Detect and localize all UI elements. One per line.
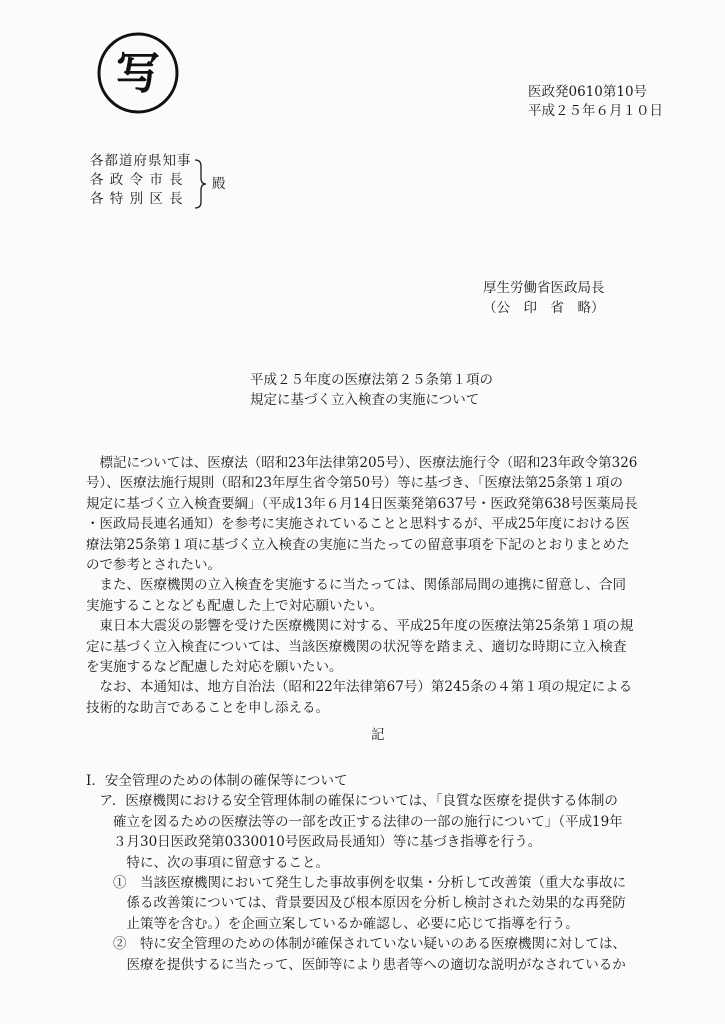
body-line: ので参考とされたい。 <box>86 557 221 574</box>
addressee-line: 各 特 別 区 長 <box>90 191 184 207</box>
document-number: 医政発0610第10号 <box>528 84 648 100</box>
body-line: 号）、医療法施行規則（昭和23年厚生省令第50号）等に基づき、「医療法第25条第１項の <box>86 475 623 492</box>
section-line: 止策等を含む。）を企画立案しているか確認し、必要に応じて指導を行う。 <box>86 915 579 932</box>
addressee-line: 各都道府県知事 <box>90 153 192 169</box>
sender-block <box>483 278 605 318</box>
body-line: なお、本通知は、地方自治法（昭和22年法律第67号）第245条の４第１項の規定による <box>86 679 633 696</box>
section-heading: Ⅰ．安全管理のための体制の確保等について <box>86 773 348 789</box>
body-line: 定に基づく立入検査については、当該医療機関の状況等を踏まえ、適切な時期に立入検査 <box>86 638 627 655</box>
body-line: また、医療機関の立入検査を実施するに当たっては、関係部局間の連携に留意し、合同 <box>86 577 626 594</box>
right-brace-icon <box>193 158 207 210</box>
section-line: ① 当該医療機関において発生した事故事例を収集・分析して改善策（重大な事故に <box>86 875 626 892</box>
document-date: 平成２５年６月１０日 <box>528 103 663 119</box>
body-line: 療法第25条第１項に基づく立入検査の実施に当たっての留意事項を下記のとおりまとめた <box>86 536 630 553</box>
section-one <box>86 771 626 975</box>
section-line: ア．医療機関における安全管理体制の確保については、「良質な医療を提供する体制の <box>86 793 618 810</box>
addressee-list <box>90 152 192 209</box>
stamp-character: 写 <box>116 48 160 99</box>
section-line: 医療を提供するに当たって、医師等により患者等への適切な説明がなされているか <box>86 956 626 973</box>
document-number-block <box>528 83 663 121</box>
title-line: 規定に基づく立入検査の実施について <box>250 392 480 408</box>
body-line: ・医政局長連名通知）を参考に実施されていることと思料するが、平成25年度における医 <box>86 516 630 533</box>
section-line: 特に、次の事項に留意すること。 <box>86 854 329 871</box>
copy-stamp <box>95 30 181 116</box>
body-line: 実施することなども配慮した上で対応願いたい。 <box>86 597 383 614</box>
body-line: を実施するなど配慮した対応を願いたい。 <box>86 659 343 676</box>
section-line: 確立を図るための医療法等の一部を改正する法律の一部の施行について」（平成19年 <box>86 813 623 830</box>
document-title <box>250 370 493 410</box>
section-line: 係る改善策については、背景要因及び根本原因を分析し検討された効果的な再発防 <box>86 895 626 912</box>
body-line: 規定に基づく立入検査要綱」（平成13年６月14日医薬発第637号・医政発第638号医薬局長 <box>86 495 638 512</box>
section-line: ３月30日医政発第0330010号医政局長通知）等に基づき指導を行う。 <box>86 834 542 851</box>
body-line: 標記については、医療法（昭和23年法律第205号）、医療法施行令（昭和23年政令第326 <box>86 455 638 471</box>
seal-note: （公 印 省 略） <box>483 300 605 316</box>
title-line: 平成２５年度の医療法第２５条第１項の <box>250 372 493 388</box>
body-paragraphs <box>86 453 638 718</box>
honorific: 殿 <box>212 176 226 192</box>
sender-name: 厚生労働省医政局長 <box>483 280 605 296</box>
body-line: 東日本大震災の影響を受けた医療機関に対する、平成25年度の医療法第25条第１項の規 <box>86 618 634 635</box>
ki-heading: 記 <box>371 727 385 743</box>
section-line: ② 特に安全管理のための体制が確保されていない疑いのある医療機関に対しては、 <box>86 936 626 953</box>
body-line: 技術的な助言であることを申し添える。 <box>86 699 329 716</box>
addressee-line: 各 政 令 市 長 <box>90 172 184 188</box>
